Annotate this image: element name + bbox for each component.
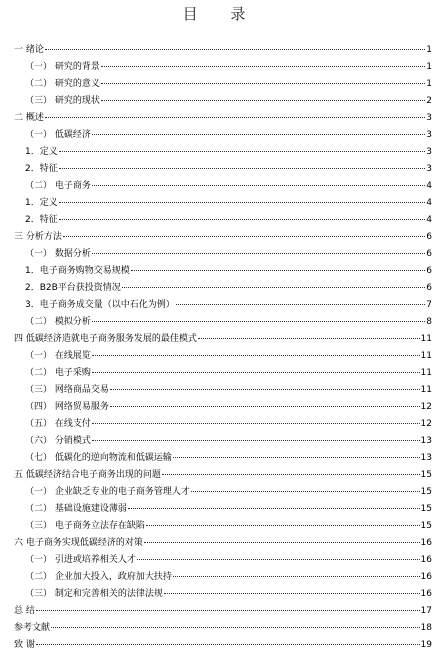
toc-entry-page-number: 6 bbox=[426, 266, 432, 276]
toc-entry-label: （二） 模拟分析 bbox=[25, 317, 91, 327]
toc-entry[interactable] bbox=[14, 348, 432, 365]
toc-entry-page-number: 6 bbox=[426, 283, 432, 293]
toc-entry-label: （四） 网络贸易服务 bbox=[25, 402, 109, 412]
dot-leader bbox=[137, 559, 420, 560]
toc-entry-page-number: 1 bbox=[426, 79, 432, 89]
toc-entry-label: （六） 分销模式 bbox=[25, 436, 91, 446]
toc-entry[interactable] bbox=[14, 365, 432, 382]
toc-entry-label: （二） 电子商务 bbox=[25, 181, 91, 191]
dot-leader bbox=[59, 202, 425, 203]
dot-leader bbox=[144, 542, 420, 543]
table-of-contents bbox=[14, 42, 432, 654]
toc-entry-label: 总 结 bbox=[14, 606, 35, 616]
toc-entry[interactable] bbox=[14, 637, 432, 654]
toc-entry[interactable] bbox=[14, 246, 432, 263]
toc-entry-page-number: 4 bbox=[426, 215, 432, 225]
toc-entry-page-number: 11 bbox=[420, 351, 432, 361]
toc-entry[interactable] bbox=[14, 399, 432, 416]
toc-entry-page-number: 19 bbox=[420, 640, 432, 650]
dot-leader bbox=[176, 304, 425, 305]
toc-entry[interactable] bbox=[14, 76, 432, 93]
toc-entry-label: （二） 电子采购 bbox=[25, 368, 91, 378]
toc-entry-page-number: 17 bbox=[420, 606, 432, 616]
toc-entry-page-number: 18 bbox=[420, 623, 432, 633]
toc-entry-label: （五） 在线支付 bbox=[25, 419, 91, 429]
dot-leader bbox=[128, 508, 420, 509]
toc-entry-label: （一） 数据分析 bbox=[25, 249, 91, 259]
toc-entry-label: 3．电子商务成交量（以中石化为例） bbox=[25, 300, 175, 310]
dot-leader bbox=[63, 236, 425, 237]
toc-entry-label: （三） 电子商务立法存在缺陷 bbox=[25, 521, 145, 531]
toc-entry-page-number: 4 bbox=[426, 181, 432, 191]
toc-entry[interactable] bbox=[14, 535, 432, 552]
toc-entry-label: （三） 研究的现状 bbox=[25, 96, 100, 106]
dot-leader bbox=[101, 100, 425, 101]
dot-leader bbox=[36, 610, 420, 611]
toc-entry[interactable] bbox=[14, 518, 432, 535]
toc-entry-page-number: 3 bbox=[426, 147, 432, 157]
dot-leader bbox=[101, 83, 425, 84]
dot-leader bbox=[198, 338, 420, 339]
toc-entry-page-number: 13 bbox=[420, 453, 432, 463]
toc-entry-label: 致 谢 bbox=[14, 640, 35, 650]
dot-leader bbox=[162, 474, 420, 475]
toc-entry[interactable] bbox=[14, 263, 432, 280]
toc-entry-label: 六 电子商务实现低碳经济的对策 bbox=[14, 538, 143, 548]
toc-entry-label: 一 绪论 bbox=[14, 45, 44, 55]
toc-entry-page-number: 1 bbox=[426, 45, 432, 55]
toc-entry-label: 三 分析方法 bbox=[14, 232, 62, 242]
toc-entry-page-number: 8 bbox=[426, 317, 432, 327]
toc-entry[interactable] bbox=[14, 59, 432, 76]
toc-entry-page-number: 13 bbox=[420, 436, 432, 446]
toc-entry[interactable] bbox=[14, 178, 432, 195]
toc-entry-page-number: 6 bbox=[426, 232, 432, 242]
dot-leader bbox=[131, 270, 425, 271]
dot-leader bbox=[45, 49, 425, 50]
dot-leader bbox=[59, 168, 425, 169]
toc-entry[interactable] bbox=[14, 144, 432, 161]
toc-entry[interactable] bbox=[14, 467, 432, 484]
toc-entry-label: 参考文献 bbox=[14, 623, 51, 633]
toc-entry[interactable] bbox=[14, 450, 432, 467]
toc-entry-label: （三） 制定和完善相关的法律法规 bbox=[25, 589, 163, 599]
toc-entry-page-number: 3 bbox=[426, 113, 432, 123]
toc-entry-page-number: 3 bbox=[426, 130, 432, 140]
toc-entry-label: 1．电子商务购物交易规模 bbox=[25, 266, 130, 276]
toc-entry-label: （一） 低碳经济 bbox=[25, 130, 91, 140]
page-title: 目 录 bbox=[182, 5, 260, 23]
toc-entry-page-number: 7 bbox=[426, 300, 432, 310]
toc-entry[interactable] bbox=[14, 42, 432, 59]
toc-entry-page-number: 16 bbox=[420, 589, 432, 599]
toc-entry[interactable] bbox=[14, 382, 432, 399]
dot-leader bbox=[36, 644, 420, 645]
toc-entry[interactable] bbox=[14, 552, 432, 569]
toc-entry-label: 2．特征 bbox=[25, 215, 58, 225]
toc-entry-page-number: 16 bbox=[420, 538, 432, 548]
toc-entry[interactable] bbox=[14, 229, 432, 246]
toc-entry-label: （二） 企业加大投入，政府加大扶持 bbox=[25, 572, 172, 582]
dot-leader bbox=[92, 253, 425, 254]
dot-leader bbox=[59, 219, 425, 220]
toc-entry-label: （七） 低碳化的逆向物流和低碳运输 bbox=[25, 453, 172, 463]
dot-leader bbox=[92, 423, 420, 424]
dot-leader bbox=[101, 66, 425, 67]
toc-entry-label: 2．B2B平台获投资情况 bbox=[25, 283, 121, 293]
toc-entry[interactable] bbox=[14, 586, 432, 603]
toc-entry-page-number: 15 bbox=[420, 521, 432, 531]
toc-entry[interactable] bbox=[14, 161, 432, 178]
dot-leader bbox=[92, 372, 420, 373]
toc-entry-page-number: 15 bbox=[420, 470, 432, 480]
dot-leader bbox=[92, 134, 425, 135]
toc-entry-label: 1．定义 bbox=[25, 147, 58, 157]
toc-entry[interactable] bbox=[14, 433, 432, 450]
dot-leader bbox=[92, 440, 420, 441]
toc-entry-page-number: 11 bbox=[420, 368, 432, 378]
dot-leader bbox=[59, 151, 425, 152]
toc-entry-label: （三） 网络商品交易 bbox=[25, 385, 109, 395]
toc-entry-label: （一） 研究的背景 bbox=[25, 62, 100, 72]
toc-entry-page-number: 11 bbox=[420, 334, 432, 344]
dot-leader bbox=[191, 491, 420, 492]
toc-entry[interactable] bbox=[14, 416, 432, 433]
toc-entry-page-number: 16 bbox=[420, 555, 432, 565]
dot-leader bbox=[173, 457, 420, 458]
toc-entry[interactable] bbox=[14, 93, 432, 110]
dot-leader bbox=[92, 321, 425, 322]
toc-entry-page-number: 3 bbox=[426, 164, 432, 174]
toc-entry-label: 2．特征 bbox=[25, 164, 58, 174]
toc-entry[interactable] bbox=[14, 127, 432, 144]
toc-entry-label: （一） 引进或培养相关人才 bbox=[25, 555, 136, 565]
toc-entry[interactable] bbox=[14, 314, 432, 331]
toc-entry-label: （二） 研究的意义 bbox=[25, 79, 100, 89]
toc-entry[interactable] bbox=[14, 110, 432, 127]
toc-entry-page-number: 6 bbox=[426, 249, 432, 259]
toc-entry-page-number: 11 bbox=[420, 385, 432, 395]
toc-entry-page-number: 4 bbox=[426, 198, 432, 208]
toc-entry[interactable] bbox=[14, 620, 432, 637]
toc-entry-label: （一） 企业缺乏专业的电子商务管理人才 bbox=[25, 487, 190, 497]
toc-entry-page-number: 15 bbox=[420, 504, 432, 514]
toc-entry-label: 五 低碳经济结合电子商务出现的问题 bbox=[14, 470, 161, 480]
dot-leader bbox=[164, 593, 420, 594]
toc-entry-page-number: 1 bbox=[426, 62, 432, 72]
dot-leader bbox=[45, 117, 425, 118]
toc-entry[interactable] bbox=[14, 280, 432, 297]
toc-entry[interactable] bbox=[14, 331, 432, 348]
dot-leader bbox=[92, 355, 420, 356]
toc-entry-page-number: 15 bbox=[420, 487, 432, 497]
dot-leader bbox=[92, 185, 425, 186]
toc-entry[interactable] bbox=[14, 195, 432, 212]
dot-leader bbox=[51, 627, 420, 628]
toc-entry-label: （一） 在线展览 bbox=[25, 351, 91, 361]
toc-entry[interactable] bbox=[14, 569, 432, 586]
toc-entry-page-number: 12 bbox=[420, 402, 432, 412]
toc-entry-page-number: 2 bbox=[426, 96, 432, 106]
dot-leader bbox=[173, 576, 420, 577]
toc-entry-label: 二 概述 bbox=[14, 113, 44, 123]
dot-leader bbox=[110, 406, 420, 407]
toc-entry[interactable] bbox=[14, 212, 432, 229]
toc-entry[interactable] bbox=[14, 484, 432, 501]
toc-entry[interactable] bbox=[14, 603, 432, 620]
dot-leader bbox=[146, 525, 420, 526]
toc-entry[interactable] bbox=[14, 501, 432, 518]
toc-entry-page-number: 12 bbox=[420, 419, 432, 429]
toc-entry-label: 1．定义 bbox=[25, 198, 58, 208]
toc-entry[interactable] bbox=[14, 297, 432, 314]
toc-entry-label: （二） 基础设施建设薄弱 bbox=[25, 504, 127, 514]
toc-entry-page-number: 16 bbox=[420, 572, 432, 582]
toc-entry-label: 四 低碳经济造就电子商务服务发展的最佳模式 bbox=[14, 334, 197, 344]
dot-leader bbox=[110, 389, 420, 390]
dot-leader bbox=[122, 287, 425, 288]
